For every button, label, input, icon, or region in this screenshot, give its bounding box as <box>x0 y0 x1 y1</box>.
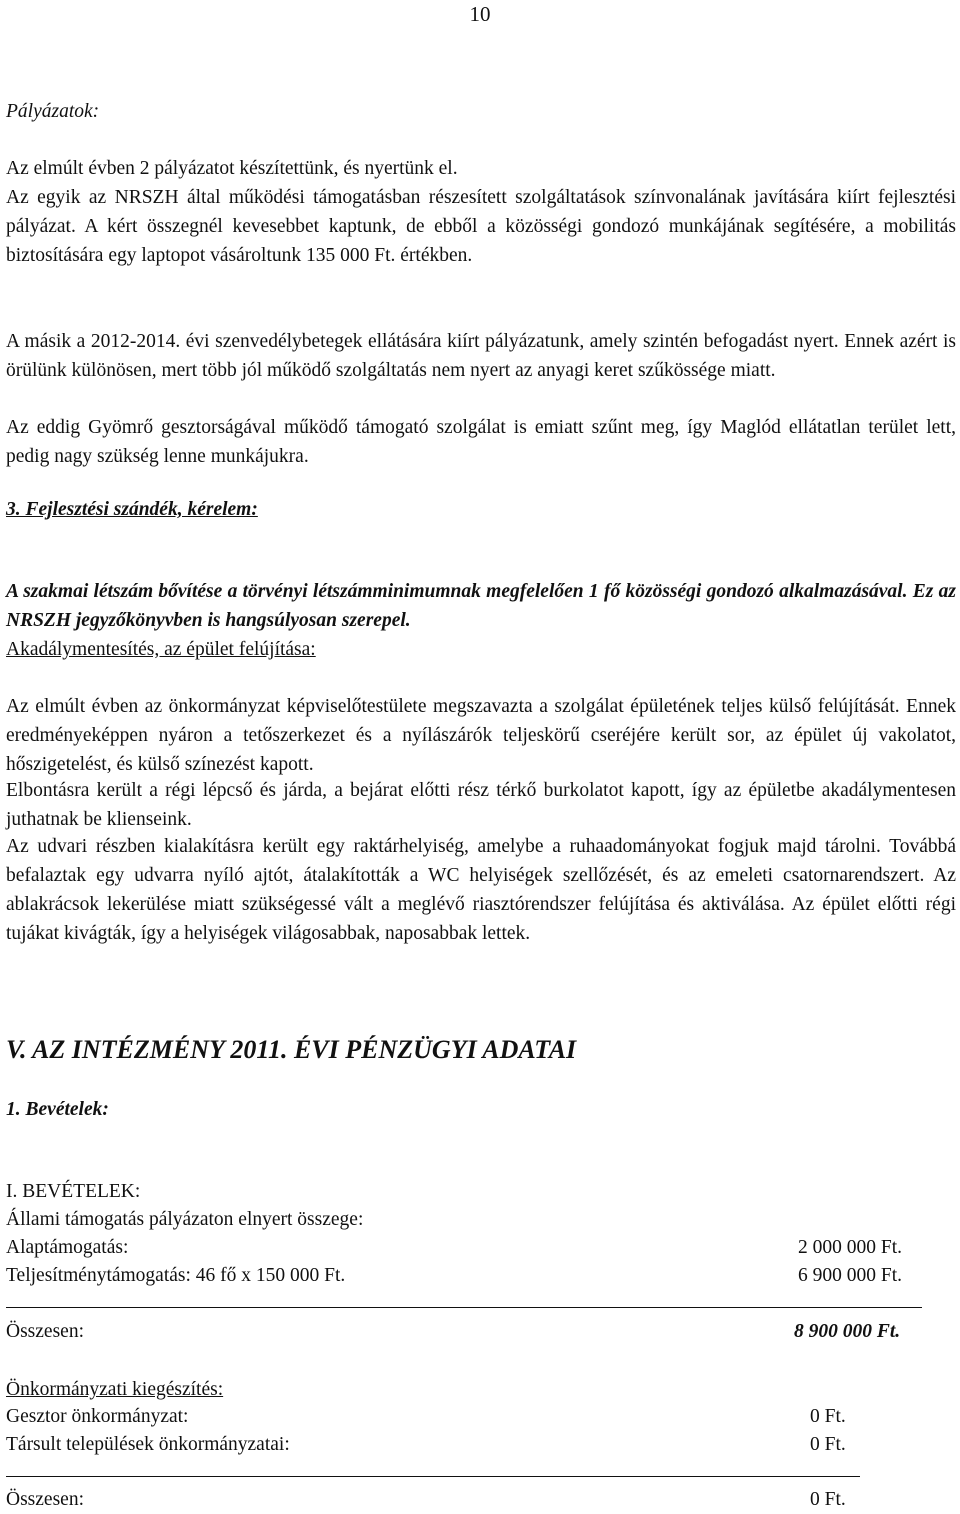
allami-tamogatas-heading: Állami támogatás pályázaton elnyert összege: <box>6 1209 364 1230</box>
section-3-subtitle: Akadálymentesítés, az épület felújítása: <box>6 639 316 660</box>
palyazatok-paragraph-4: Az eddig Gyömrő gesztorságával működő támogató szolgálat is emiatt szűnt meg, így Maglód ellátatlan terület lett, pedig nagy szükség lenne munkájukra. <box>6 417 956 467</box>
onkormanyzati-heading: Önkormányzati kiegészítés: <box>6 1379 224 1400</box>
section-5-title: V. AZ INTÉZMÉNY 2011. ÉVI PÉNZÜGYI ADATAI <box>6 1035 577 1064</box>
total-value: 0 Ft. <box>810 1489 846 1510</box>
section-3-title: 3. Fejlesztési szándék, kérelem: <box>6 499 258 520</box>
page-number: 10 <box>469 2 491 26</box>
total-label: Összesen: <box>6 1321 84 1342</box>
divider-line <box>6 1476 860 1477</box>
renovation-paragraph-1: Az elmúlt évben az önkormányzat képviselőtestülete megszavazta a szolgálat épületének teljes külső felújítását. Ennek eredményeképpen nyáron a tetőszerkezet és a nyílászárók teljeskörű cseréjére került sor, az épület új vakolatot, hőszigetelést, és külső színezést kapott. <box>6 696 956 775</box>
income-row-value: 0 Ft. <box>810 1434 846 1455</box>
income-row <box>6 1262 936 1290</box>
total-value: 8 900 000 Ft. <box>794 1321 901 1342</box>
palyazatok-title: Pályázatok: <box>6 101 100 122</box>
palyazatok-paragraph-2: Az egyik az NRSZH által működési támogatásban részesített szolgáltatások színvonalának javítására kiírt fejlesztési pályázat. A kért összegnél kevesebbet kaptunk, de ebből a közösségi gondozó munkájának segítésére, a mobilitás biztosítására egy laptopot vásároltunk 135 000 Ft. értékben. <box>6 187 956 266</box>
income-row-value: 0 Ft. <box>810 1406 846 1427</box>
renovation-paragraph-2: Elbontásra került a régi lépcső és járda, a bejárat előtti rész térkő burkolatot kapott, így az épületbe akadálymentesen juthatnak be klienseink. <box>6 780 956 830</box>
palyazatok-paragraph-3: A másik a 2012-2014. évi szenvedélybetegek ellátására kiírt pályázatunk, amely szintén befogadást nyert. Ennek azért is örülünk különösen, mert több jól működő szolgáltatás nem nyert az anyagi keret szűkössége miatt. <box>6 331 956 381</box>
divider-line <box>6 1307 922 1308</box>
palyazatok-paragraph-1: Az elmúlt évben 2 pályázatot készítettünk, és nyertünk el. <box>6 158 458 179</box>
income-row-label: Gesztor önkormányzat: <box>6 1406 189 1427</box>
total-row <box>6 1486 936 1514</box>
income-row-label: Teljesítménytámogatás: 46 fő x 150 000 Ft. <box>6 1265 346 1286</box>
income-row-value: 2 000 000 Ft. <box>798 1237 903 1258</box>
renovation-paragraph-3: Az udvari részben kialakításra került egy raktárhelyiség, amelybe a ruhaadományokat fogjuk majd tárolni. Továbbá befalaztak egy udvarra nyíló ajtót, átalakították a WC helyiségek szellőzését, és az emeleti csatornarendszert. Az ablakrácsok lekerülése miatt szükségessé vált a meglévő riasztórendszer felújítása és aktiválása. Az épület előtti régi tujákat kivágták, így a helyiségek világosabbak, naposabbak lettek. <box>6 836 956 944</box>
income-row <box>6 1403 936 1431</box>
bevetelek-subtitle: 1. Bevételek: <box>6 1099 109 1120</box>
bevetelek-heading: I. BEVÉTELEK: <box>6 1181 141 1202</box>
income-row-label: Társult települések önkormányzatai: <box>6 1434 290 1455</box>
total-row <box>6 1318 936 1346</box>
income-row <box>6 1431 936 1459</box>
total-label: Összesen: <box>6 1489 84 1510</box>
section-3-bold-text: A szakmai létszám bővítése a törvényi létszámminimumnak megfelelően 1 fő közösségi gondozó alkalmazásával. Ez az NRSZH jegyzőkönyvben is hangsúlyosan szerepel. <box>6 581 956 631</box>
income-row <box>6 1234 936 1262</box>
income-row-label: Alaptámogatás: <box>6 1237 129 1258</box>
income-row-value: 6 900 000 Ft. <box>798 1265 903 1286</box>
